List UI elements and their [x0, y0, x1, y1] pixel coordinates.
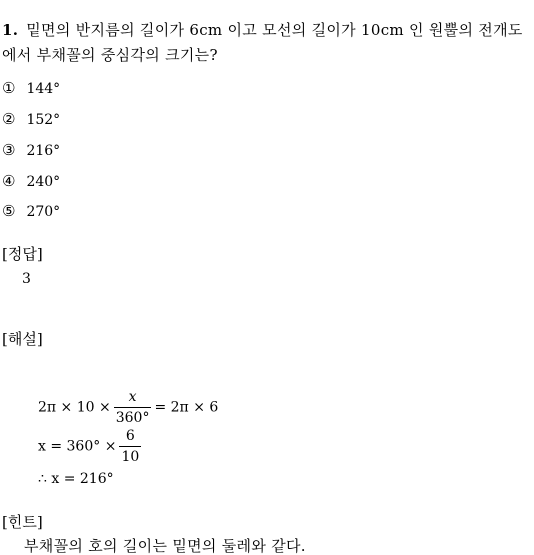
choice-mark-2: ② [2, 110, 16, 128]
question-text-1: 밑면의 반지름의 길이가 6cm 이고 모선의 길이가 10cm 인 원뿔의 전개도 [26, 21, 523, 39]
solution-label: [해설] [2, 330, 43, 348]
answer-label: [정답] [2, 245, 43, 263]
solution-equation-2 [38, 428, 144, 465]
choice-mark-3: ③ [2, 141, 16, 159]
eq1-denominator: 360° [115, 410, 150, 426]
question-text-2: 에서 부채꼴의 중심각의 크기는? [2, 46, 218, 64]
hint-text: 부채꼴의 호의 길이는 밑면의 둘레와 같다. [24, 537, 306, 555]
choice-text-5: 270° [26, 204, 61, 220]
choice-5 [2, 202, 60, 221]
choice-4 [2, 172, 60, 191]
choice-text-4: 240° [26, 174, 61, 190]
choice-mark-1: ① [2, 79, 16, 97]
eq1-fraction [114, 389, 152, 426]
question-number: 1. [2, 21, 19, 39]
choice-text-1: 144° [26, 81, 61, 97]
solution-equation-3: ∴ x = 216° [38, 471, 114, 487]
eq2-left: x = 360° × [38, 438, 117, 455]
eq1-left: 2π × 10 × [38, 399, 111, 416]
eq1-numerator: x [114, 389, 152, 408]
hint-label: [힌트] [2, 513, 43, 531]
eq2-denominator: 10 [121, 449, 140, 465]
answer-value: 3 [22, 271, 31, 287]
choice-mark-4: ④ [2, 172, 16, 190]
choice-2 [2, 110, 60, 129]
choice-text-3: 216° [26, 143, 61, 159]
eq2-numerator: 6 [119, 428, 141, 447]
choice-text-2: 152° [26, 112, 61, 128]
choice-3 [2, 141, 60, 160]
choice-mark-5: ⑤ [2, 202, 16, 220]
choice-1 [2, 79, 60, 98]
eq1-right: = 2π × 6 [154, 399, 219, 416]
solution-equation-1 [38, 389, 218, 426]
eq2-fraction [119, 428, 141, 465]
question-line-1 [2, 20, 523, 40]
question-line-2 [2, 45, 218, 65]
